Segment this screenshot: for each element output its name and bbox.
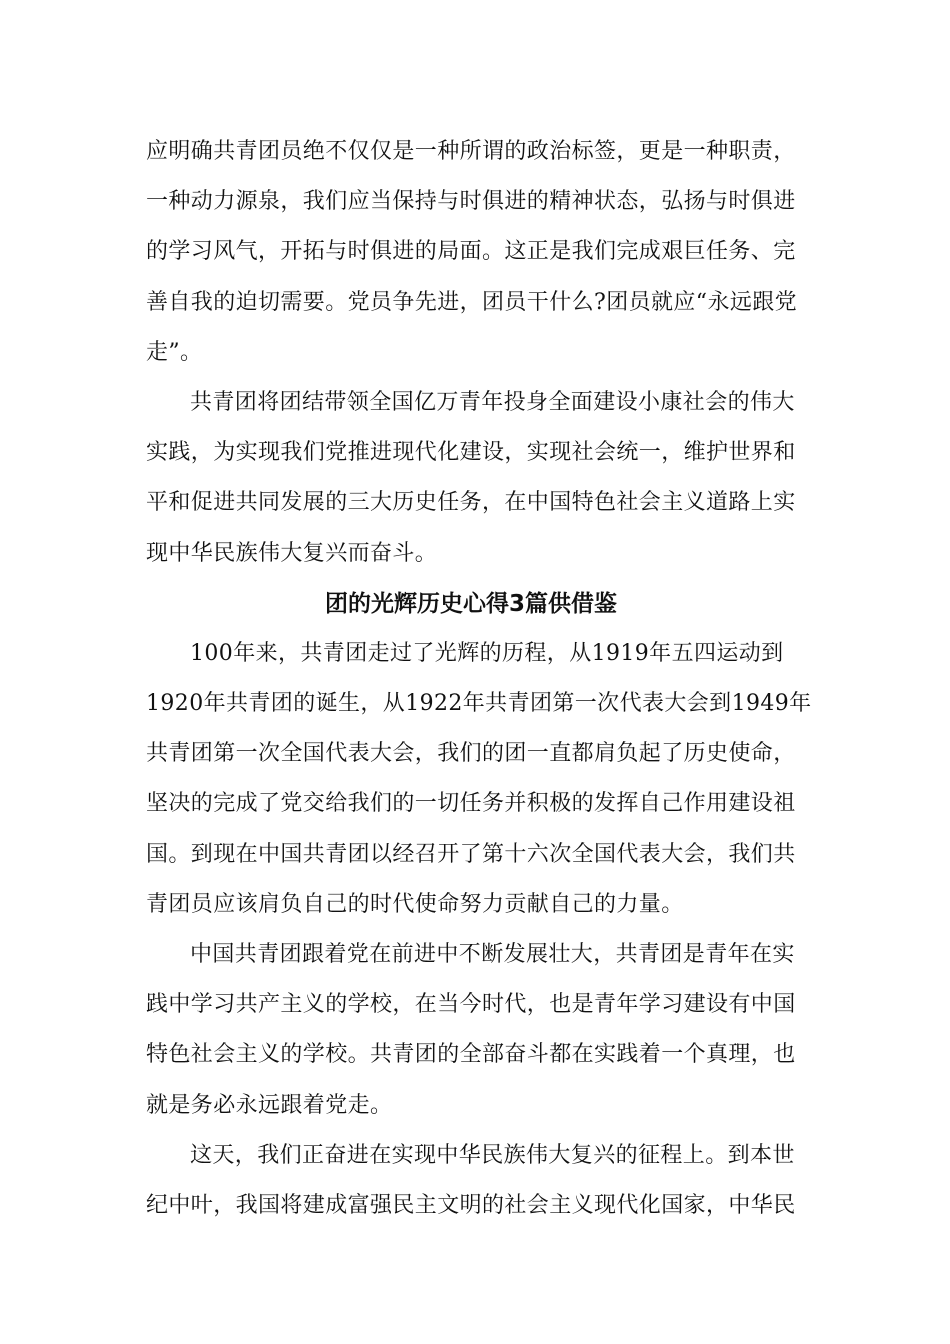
paragraph-line: 100年来，共青团走过了光辉的历程，从1919年五四运动到	[190, 640, 784, 666]
paragraph-line: 的学习风气，开拓与时俱进的局面。这正是我们完成艰巨任务、完	[146, 239, 796, 265]
paragraph-line: 现中华民族伟大复兴而奋斗。	[146, 540, 438, 566]
paragraph-1	[146, 127, 796, 378]
paragraph-line: 国。到现在中国共青团以经召开了第十六次全国代表大会，我们共	[146, 841, 796, 867]
paragraph-line: 特色社会主义的学校。共青团的全部奋斗都在实践着一个真理，也	[146, 1042, 796, 1068]
paragraph-line: 走”。	[146, 339, 203, 365]
document-body	[146, 127, 812, 1231]
paragraph-line: 平和促进共同发展的三大历史任务，在中国特色社会主义道路上实	[146, 490, 796, 516]
paragraph-line: 纪中叶，我国将建成富强民主文明的社会主义现代化国家，中华民	[146, 1192, 796, 1218]
section-title: 团的光辉历史心得3篇供借鉴	[324, 590, 617, 617]
paragraph-line: 坚决的完成了党交给我们的一切任务并积极的发挥自己作用建设祖	[146, 791, 796, 817]
paragraph-line: 践中学习共产主义的学校，在当今时代，也是青年学习建设有中国	[146, 992, 796, 1018]
paragraph-2	[146, 378, 796, 579]
paragraph-line: 善自我的迫切需要。党员争先进，团员干什么?团员就应“永远跟党	[146, 289, 798, 315]
paragraph-line: 应明确共青团员绝不仅仅是一种所谓的政治标签，更是一种职责，	[146, 139, 796, 164]
paragraph-line: 共青团第一次全国代表大会，我们的团一直都肩负起了历史使命，	[146, 741, 796, 767]
paragraph-line: 1920年共青团的诞生，从1922年共青团第一次代表大会到1949年	[146, 691, 812, 717]
paragraph-3	[146, 629, 812, 930]
paragraph-line: 一种动力源泉，我们应当保持与时俱进的精神状态，弘扬与时俱进	[146, 189, 796, 215]
paragraph-line: 中国共青团跟着党在前进中不断发展壮大，共青团是青年在实	[190, 942, 795, 967]
paragraph-4	[146, 930, 796, 1131]
paragraph-5	[146, 1131, 796, 1231]
paragraph-line: 就是务必永远跟着党走。	[146, 1092, 393, 1118]
paragraph-line: 这天，我们正奋进在实现中华民族伟大复兴的征程上。到本世	[190, 1142, 795, 1168]
paragraph-line: 实践，为实现我们党推进现代化建设，实现社会统一，维护世界和	[146, 440, 796, 466]
paragraph-line: 青团员应该肩负自己的时代使命努力贡献自己的力量。	[146, 891, 684, 917]
paragraph-line: 共青团将团结带领全国亿万青年投身全面建设小康社会的伟大	[190, 389, 795, 415]
